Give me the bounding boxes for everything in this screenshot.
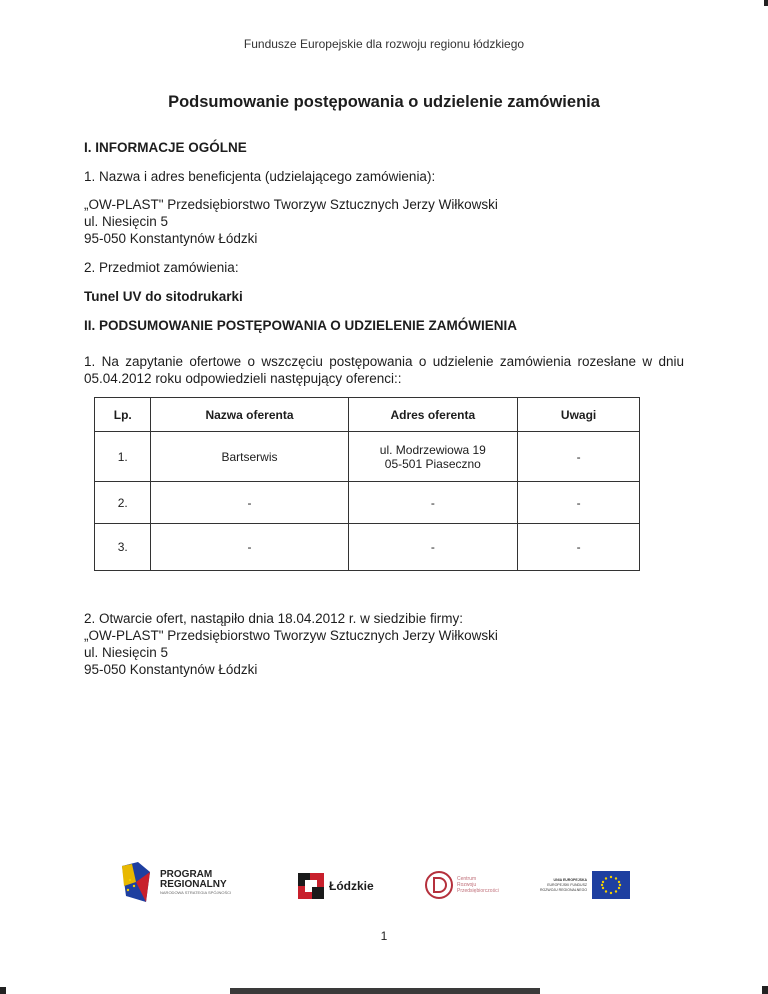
header-notes: Uwagi [518, 398, 640, 432]
beneficiary-street: ul. Niesięcin 5 [84, 214, 169, 229]
centrum-logo [424, 870, 499, 900]
opening-info [84, 610, 498, 678]
beneficiary-address [84, 196, 498, 247]
beneficiary-label: 1. Nazwa i adres beneficjenta (udzielającego zamówienia): [84, 169, 436, 184]
section1-heading: I. INFORMACJE OGÓLNE [84, 140, 247, 155]
footer-logos [0, 862, 768, 922]
scan-edge-mark [0, 987, 6, 994]
scan-edge-mark [764, 0, 768, 6]
program-header: Fundusze Europejskie dla rozwoju regionu łódzkiego [243, 37, 525, 51]
opening-company: „OW-PLAST" Przedsiębiorstwo Tworzyw Sztucznych Jerzy Wiłkowski [84, 628, 498, 643]
eu-line1: UNIA EUROPEJSKA [553, 877, 588, 882]
document-title: Podsumowanie postępowania o udzielenie zamówienia [168, 93, 600, 111]
eu-line3: ROZWOJU REGIONALNEGO [540, 887, 588, 892]
table-row [95, 524, 640, 571]
eu-line2: EUROPEJSKI FUNDUSZ [547, 882, 588, 887]
lodzkie-logo [298, 873, 374, 899]
program-regionalny-icon [118, 862, 154, 904]
eu-flag-icon [592, 871, 630, 899]
beneficiary-city: 95-050 Konstantynów Łódzki [84, 231, 258, 246]
address-line: ul. Modrzewiowa 19 [379, 442, 486, 457]
cell-lp: 3. [95, 524, 151, 571]
cell-name: - [151, 524, 348, 571]
order-subject: Tunel UV do sitodrukarki [84, 289, 243, 304]
cell-notes: - [518, 482, 640, 524]
section2-heading: II. PODSUMOWANIE POSTĘPOWANIA O UDZIELENIE ZAMÓWIENIA [84, 318, 518, 333]
header-lp: Lp. [95, 398, 151, 432]
program-line1: PROGRAM [160, 869, 213, 880]
offers-intro: 1. Na zapytanie ofertowe o wszczęciu postępowania o udzielenie zamówienia rozesłane w dniu 05.04.2012 roku odpowiedzieli następujący oferenci:: [84, 354, 684, 386]
cell-name: Bartserwis [151, 432, 348, 482]
scan-edge-mark [230, 988, 540, 994]
centrum-line1: Centrum [457, 876, 477, 882]
opening-city: 95-050 Konstantynów Łódzki [84, 662, 258, 677]
header-address: Adres oferenta [348, 398, 518, 432]
centrum-line3: Przedsiębiorczości [457, 888, 499, 894]
offers-table [94, 397, 640, 571]
cell-name: - [151, 482, 348, 524]
cell-lp: 1. [95, 432, 151, 482]
program-line2: REGIONALNY [160, 879, 227, 890]
program-line3: NARODOWA STRATEGIA SPÓJNOŚCI [160, 890, 232, 895]
cell-address: - [348, 524, 518, 571]
scan-edge-mark [762, 986, 768, 994]
subject-label: 2. Przedmiot zamówienia: [84, 260, 239, 275]
cell-notes: - [518, 524, 640, 571]
eu-logo [540, 871, 630, 899]
cell-address: - [348, 482, 518, 524]
lodzkie-icon [298, 873, 324, 899]
table-row [95, 432, 640, 482]
header-name: Nazwa oferenta [151, 398, 348, 432]
cell-notes: - [518, 432, 640, 482]
cell-lp: 2. [95, 482, 151, 524]
table-header-row [95, 398, 640, 432]
centrum-icon [424, 870, 454, 900]
table-row [95, 482, 640, 524]
lodzkie-text: Łódzkie [329, 879, 374, 893]
cell-address [348, 432, 518, 482]
page-number: 1 [380, 929, 388, 943]
opening-line: 2. Otwarcie ofert, nastąpiło dnia 18.04.2012 r. w siedzibie firmy: [84, 611, 463, 626]
program-regionalny-logo [118, 862, 231, 904]
beneficiary-name: „OW-PLAST" Przedsiębiorstwo Tworzyw Sztucznych Jerzy Wiłkowski [84, 197, 498, 212]
address-line: 05-501 Piaseczno [384, 456, 481, 471]
centrum-line2: Rozwoju [457, 882, 477, 888]
opening-street: ul. Niesięcin 5 [84, 645, 169, 660]
